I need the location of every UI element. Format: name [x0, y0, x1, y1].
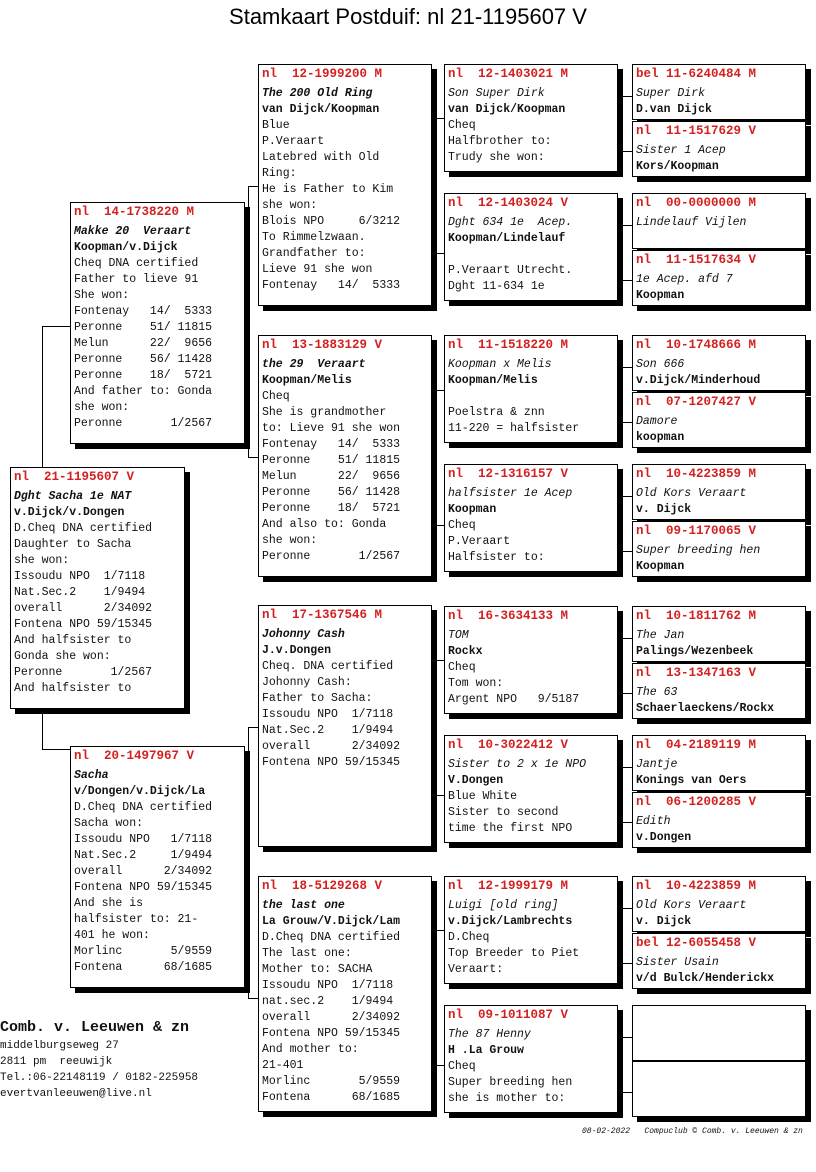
fmf-card — [444, 335, 618, 443]
info-line: Super breeding hen — [448, 1076, 573, 1089]
ring-number: nl 14-1738220 M — [74, 205, 195, 219]
ring-number: nl 00-0000000 M — [636, 196, 757, 210]
g5-card-empty — [632, 1061, 806, 1117]
ring-number: nl 17-1367546 M — [262, 608, 383, 622]
owner-postcode: 2811 pm reeuwijk — [0, 1056, 113, 1068]
breeder: V.Dongen — [448, 774, 504, 787]
ring-number: nl 11-1517629 V — [636, 124, 757, 138]
connector — [248, 727, 258, 999]
info-line: And mother to: — [262, 1043, 359, 1056]
info-line: Issoudu NPO 1/7118 — [74, 833, 213, 846]
g5-card — [632, 735, 806, 791]
info-line: Blue — [262, 119, 290, 132]
info-line: time the first NPO — [448, 822, 573, 835]
fmm-card — [444, 464, 618, 572]
info-line: Peronne 51/ 11815 — [74, 321, 213, 334]
info-line: Melun 22/ 9656 — [74, 337, 213, 350]
info-line: And halfsister to — [14, 634, 132, 647]
page-title: Stamkaart Postduif: nl 21-1195607 V — [229, 4, 587, 29]
father-card — [70, 202, 245, 444]
info-line: The last one: — [262, 947, 352, 960]
info-line: to: Lieve 91 she won — [262, 422, 401, 435]
breeder: Konings van Oers — [636, 774, 747, 787]
connector — [42, 710, 70, 750]
info-line: Latebred with Old — [262, 151, 380, 164]
pigeon-name: Lindelauf Vijlen — [636, 216, 747, 229]
info-line: D.Cheq DNA certified — [262, 931, 401, 944]
pigeon-name: Sister Usain — [636, 956, 719, 969]
info-line: And halfsister to — [14, 682, 132, 695]
fm-card — [258, 335, 432, 577]
info-line: she won: — [74, 401, 130, 414]
ring-number: nl 13-1883129 V — [262, 338, 383, 352]
info-line: she is mother to: — [448, 1092, 566, 1105]
pigeon-name: Edith — [636, 815, 671, 828]
info-line: Morlinc 5/9559 — [74, 945, 213, 958]
info-line: Fontena 68/1685 — [262, 1091, 401, 1104]
connector — [618, 1037, 632, 1093]
info-line: Dght 11-634 1e — [448, 280, 545, 293]
pigeon-name: Old Kors Veraart — [636, 487, 747, 500]
info-line: Top Breeder to Piet — [448, 947, 580, 960]
info-line: Cheq. DNA certified — [262, 660, 394, 673]
breeder: Rockx — [448, 645, 483, 658]
connector — [432, 930, 444, 1066]
info-line: P.Veraart — [448, 535, 511, 548]
info-line: Johonny Cash: — [262, 676, 352, 689]
info-line: Fontena NPO 59/15345 — [262, 1027, 401, 1040]
ff-card — [258, 64, 432, 306]
ring-number: nl 07-1207427 V — [636, 395, 757, 409]
owner-address: middelburgseweg 27 — [0, 1040, 119, 1052]
g5-card — [632, 335, 806, 391]
info-line: Argent NPO 9/5187 — [448, 693, 580, 706]
info-line: Issoudu NPO 1/7118 — [262, 708, 394, 721]
ffm-card — [444, 193, 618, 301]
info-line: she won: — [14, 554, 70, 567]
ring-number: nl 04-2189119 M — [636, 738, 757, 752]
g5-card-empty — [632, 1005, 806, 1061]
mm-card — [258, 876, 432, 1112]
pigeon-name: Super Dirk — [636, 87, 706, 100]
ring-number: nl 13-1347163 V — [636, 666, 757, 680]
info-line: she won: — [262, 534, 318, 547]
info-line: Nat.Sec.2 1/9494 — [262, 724, 394, 737]
ring-number: nl 12-1999179 M — [448, 879, 569, 893]
info-line: Cheq — [448, 661, 476, 674]
info-line: Veraart: — [448, 963, 504, 976]
ring-number: nl 10-4223859 M — [636, 467, 757, 481]
info-line: Gonda she won: — [14, 650, 111, 663]
info-line: she won: — [262, 199, 318, 212]
g5-card — [632, 392, 806, 448]
info-line: Halfbrother to: — [448, 135, 552, 148]
connector — [248, 186, 258, 458]
ring-number: nl 12-1999200 M — [262, 67, 383, 81]
info-line: Peronne 56/ 11428 — [262, 486, 401, 499]
connector — [432, 390, 444, 526]
pigeon-name: Son Super Dirk — [448, 87, 545, 100]
info-line: Fontena 68/1685 — [74, 961, 213, 974]
breeder: v.Dijck/Minderhoud — [636, 374, 761, 387]
pigeon-name: The 200 Old Ring — [262, 87, 373, 100]
g5-card — [632, 521, 806, 577]
g5-card — [632, 464, 806, 520]
ring-number: nl 16-3634133 M — [448, 609, 569, 623]
g5-card — [632, 193, 806, 249]
connector — [618, 908, 632, 964]
info-line: 401 he won: — [74, 929, 150, 942]
info-line: overall 2/34092 — [262, 740, 401, 753]
info-line: Peronne 1/2567 — [262, 550, 401, 563]
info-line: Lieve 91 she won — [262, 263, 373, 276]
info-line: Nat.Sec.2 1/9494 — [14, 586, 146, 599]
breeder: v/d Bulck/Henderickx — [636, 972, 775, 985]
connector — [432, 118, 444, 254]
info-line: Nat.Sec.2 1/9494 — [74, 849, 213, 862]
pigeon-name: 1e Acep. afd 7 — [636, 273, 733, 286]
info-line: Fontenay 14/ 5333 — [262, 279, 401, 292]
pigeon-name: Old Kors Veraart — [636, 899, 747, 912]
mff-card — [444, 606, 618, 714]
mother-card — [70, 746, 245, 988]
breeder — [636, 231, 802, 247]
owner-info — [0, 1018, 250, 1102]
pigeon-name: Damore — [636, 415, 678, 428]
info-line: P.Veraart — [262, 135, 325, 148]
mmf-card — [444, 876, 618, 984]
info-line: Sister to second — [448, 806, 559, 819]
connector — [42, 326, 70, 470]
ring-number: nl 10-3022412 V — [448, 738, 569, 752]
g5-card — [632, 792, 806, 848]
ring-number — [636, 1007, 802, 1023]
info-line — [448, 247, 614, 263]
info-line: overall 2/34092 — [14, 602, 153, 615]
owner-phone: Tel.:06-22148119 / 0182-225958 — [0, 1072, 199, 1084]
pigeon-name: Dght Sacha 1e NAT — [14, 490, 132, 503]
g5-card — [632, 64, 806, 120]
info-line: Trudy she won: — [448, 151, 545, 164]
ring-number: nl 20-1497967 V — [74, 749, 195, 763]
connector — [432, 660, 444, 796]
info-line: Peronne 18/ 5721 — [74, 369, 213, 382]
info-line: Cheq — [448, 1060, 476, 1073]
pigeon-name: halfsister 1e Acep — [448, 487, 573, 500]
g5-card — [632, 606, 806, 662]
pigeon-name: Sacha — [74, 769, 109, 782]
breeder: H .La Grouw — [448, 1044, 524, 1057]
pigeon-name: Johonny Cash — [262, 628, 345, 641]
info-line: Poelstra & znn — [448, 406, 545, 419]
pigeon-name: Son 666 — [636, 358, 685, 371]
breeder: v/Dongen/v.Dijck/La — [74, 785, 206, 798]
info-line: Mother to: SACHA — [262, 963, 373, 976]
pigeon-name: Luigi [old ring] — [448, 899, 559, 912]
info-line: Cheq — [262, 390, 290, 403]
pigeon-name: Sister to 2 x 1e NPO — [448, 758, 587, 771]
breeder: v.Dijck/Lambrechts — [448, 915, 573, 928]
pigeon-name: Dght 634 1e Acep. — [448, 216, 573, 229]
ring-number: nl 12-1403024 V — [448, 196, 569, 210]
info-line: And also to: Gonda — [262, 518, 387, 531]
breeder: v.Dijck/v.Dongen — [14, 506, 125, 519]
breeder: Schaerlaeckens/Rockx — [636, 702, 775, 715]
info-line: Melun 22/ 9656 — [262, 470, 401, 483]
ring-number — [636, 1063, 802, 1079]
ring-number: nl 09-1011087 V — [448, 1008, 569, 1022]
info-line: Issoudu NPO 1/7118 — [14, 570, 146, 583]
info-line: D.Cheq DNA certified — [74, 801, 213, 814]
breeder: Koopman/Melis — [448, 374, 538, 387]
info-line — [448, 389, 614, 405]
ring-number: nl 12-1316157 V — [448, 467, 569, 481]
pigeon-name: Super breeding hen — [636, 544, 761, 557]
info-line: To Rimmelzwaan. — [262, 231, 366, 244]
pigeon-name: Sister 1 Acep — [636, 144, 726, 157]
ring-number: bel 11-6240484 M — [636, 67, 757, 81]
info-line: She is grandmother — [262, 406, 387, 419]
info-line: Grandfather to: — [262, 247, 366, 260]
g5-card — [632, 663, 806, 719]
info-line: Halfsister to: — [448, 551, 545, 564]
breeder: koopman — [636, 431, 685, 444]
ring-number: nl 10-1811762 M — [636, 609, 757, 623]
info-line: Fontenay 14/ 5333 — [74, 305, 213, 318]
breeder: Kors/Koopman — [636, 160, 719, 173]
fff-card — [444, 64, 618, 172]
pigeon-card — [10, 467, 185, 709]
info-line: Tom won: — [448, 677, 504, 690]
breeder: Koopman/Melis — [262, 374, 352, 387]
info-line: Fontenay 14/ 5333 — [262, 438, 401, 451]
info-line: Peronne 18/ 5721 — [262, 502, 401, 515]
mfm-card — [444, 735, 618, 843]
owner-email: evertvanleeuwen@live.nl — [0, 1088, 152, 1100]
breeder: Koopman — [448, 503, 497, 516]
ring-number: nl 11-1517634 V — [636, 253, 757, 267]
info-line: Peronne 1/2567 — [74, 417, 213, 430]
breeder: v. Dijck — [636, 915, 692, 928]
info-line: overall 2/34092 — [74, 865, 213, 878]
info-line: Cheq — [448, 519, 476, 532]
info-line: Issoudu NPO 1/7118 — [262, 979, 394, 992]
breeder: v. Dijck — [636, 503, 692, 516]
info-line: Morlinc 5/9559 — [262, 1075, 401, 1088]
info-line: Peronne 1/2567 — [14, 666, 153, 679]
breeder: van Dijck/Koopman — [448, 103, 566, 116]
g5-card — [632, 250, 806, 306]
ring-number: nl 10-4223859 M — [636, 879, 757, 893]
info-line: 21-401 — [262, 1059, 304, 1072]
breeder: Koopman/v.Dijck — [74, 241, 178, 254]
ring-number: nl 11-1518220 M — [448, 338, 569, 352]
pigeon-name: Koopman x Melis — [448, 358, 552, 371]
info-line: Peronne 51/ 11815 — [262, 454, 401, 467]
pigeon-name: TOM — [448, 629, 469, 642]
g5-card — [632, 933, 806, 989]
info-line: Fontena NPO 59/15345 — [262, 756, 401, 769]
info-line: halfsister to: 21- — [74, 913, 199, 926]
info-line: Blue White — [448, 790, 518, 803]
g5-card — [632, 121, 806, 177]
breeder: J.v.Dongen — [262, 644, 332, 657]
info-line: D.Cheq — [448, 931, 490, 944]
info-line: She won: — [74, 289, 130, 302]
ring-number: bel 12-6055458 V — [636, 936, 757, 950]
info-line: Cheq DNA certified — [74, 257, 199, 270]
owner-name: Comb. v. Leeuwen & zn — [0, 1019, 190, 1036]
g5-card — [632, 876, 806, 932]
pigeon-name: The 87 Henny — [448, 1028, 531, 1041]
info-line: Fontena NPO 59/15345 — [14, 618, 153, 631]
ring-number: nl 09-1170065 V — [636, 524, 757, 538]
info-line: overall 2/34092 — [262, 1011, 401, 1024]
pigeon-name: the 29 Veraart — [262, 358, 366, 371]
connector — [618, 225, 632, 281]
ring-number: nl 21-1195607 V — [14, 470, 135, 484]
info-line: P.Veraart Utrecht. — [448, 264, 573, 277]
info-line: Fontena NPO 59/15345 — [74, 881, 213, 894]
breeder: van Dijck/Koopman — [262, 103, 380, 116]
info-line: Father to lieve 91 — [74, 273, 199, 286]
info-line: Father to Sacha: — [262, 692, 373, 705]
info-line: Cheq — [448, 119, 476, 132]
info-line: Ring: — [262, 167, 297, 180]
mmm-card — [444, 1005, 618, 1113]
info-line: Sacha won: — [74, 817, 144, 830]
ring-number: nl 18-5129268 V — [262, 879, 383, 893]
ring-number: nl 10-1748666 M — [636, 338, 757, 352]
info-line: And she is — [74, 897, 144, 910]
connector — [618, 496, 632, 552]
breeder: Koopman/Lindelauf — [448, 232, 566, 245]
info-line: 11-220 = halfsister — [448, 422, 580, 435]
breeder: Palings/Wezenbeek — [636, 645, 754, 658]
breeder: La Grouw/V.Dijck/Lam — [262, 915, 401, 928]
info-line: He is Father to Kim — [262, 183, 394, 196]
pigeon-name: The 63 — [636, 686, 678, 699]
info-line: nat.sec.2 1/9494 — [262, 995, 394, 1008]
breeder: D.van Dijck — [636, 103, 712, 116]
info-line: Daughter to Sacha — [14, 538, 132, 551]
breeder: Koopman — [636, 289, 685, 302]
pigeon-name: the last one — [262, 899, 345, 912]
ring-number: nl 12-1403021 M — [448, 67, 569, 81]
connector — [618, 367, 632, 423]
info-line: D.Cheq DNA certified — [14, 522, 153, 535]
ring-number: nl 06-1200285 V — [636, 795, 757, 809]
info-line: Blois NPO 6/3212 — [262, 215, 401, 228]
connector — [618, 638, 632, 694]
breeder: v.Dongen — [636, 831, 692, 844]
pigeon-name: Jantje — [636, 758, 678, 771]
pigeon-name: Makke 20 Veraart — [74, 225, 192, 238]
info-line: Peronne 56/ 11428 — [74, 353, 213, 366]
connector — [618, 767, 632, 823]
mf-card — [258, 605, 432, 847]
pigeon-name: The Jan — [636, 629, 685, 642]
footer-credit: 08-02-2022 Compuclub © Comb. v. Leeuwen & zn — [582, 1127, 803, 1136]
breeder: Koopman — [636, 560, 685, 573]
info-line: And father to: Gonda — [74, 385, 213, 398]
connector — [618, 96, 632, 152]
